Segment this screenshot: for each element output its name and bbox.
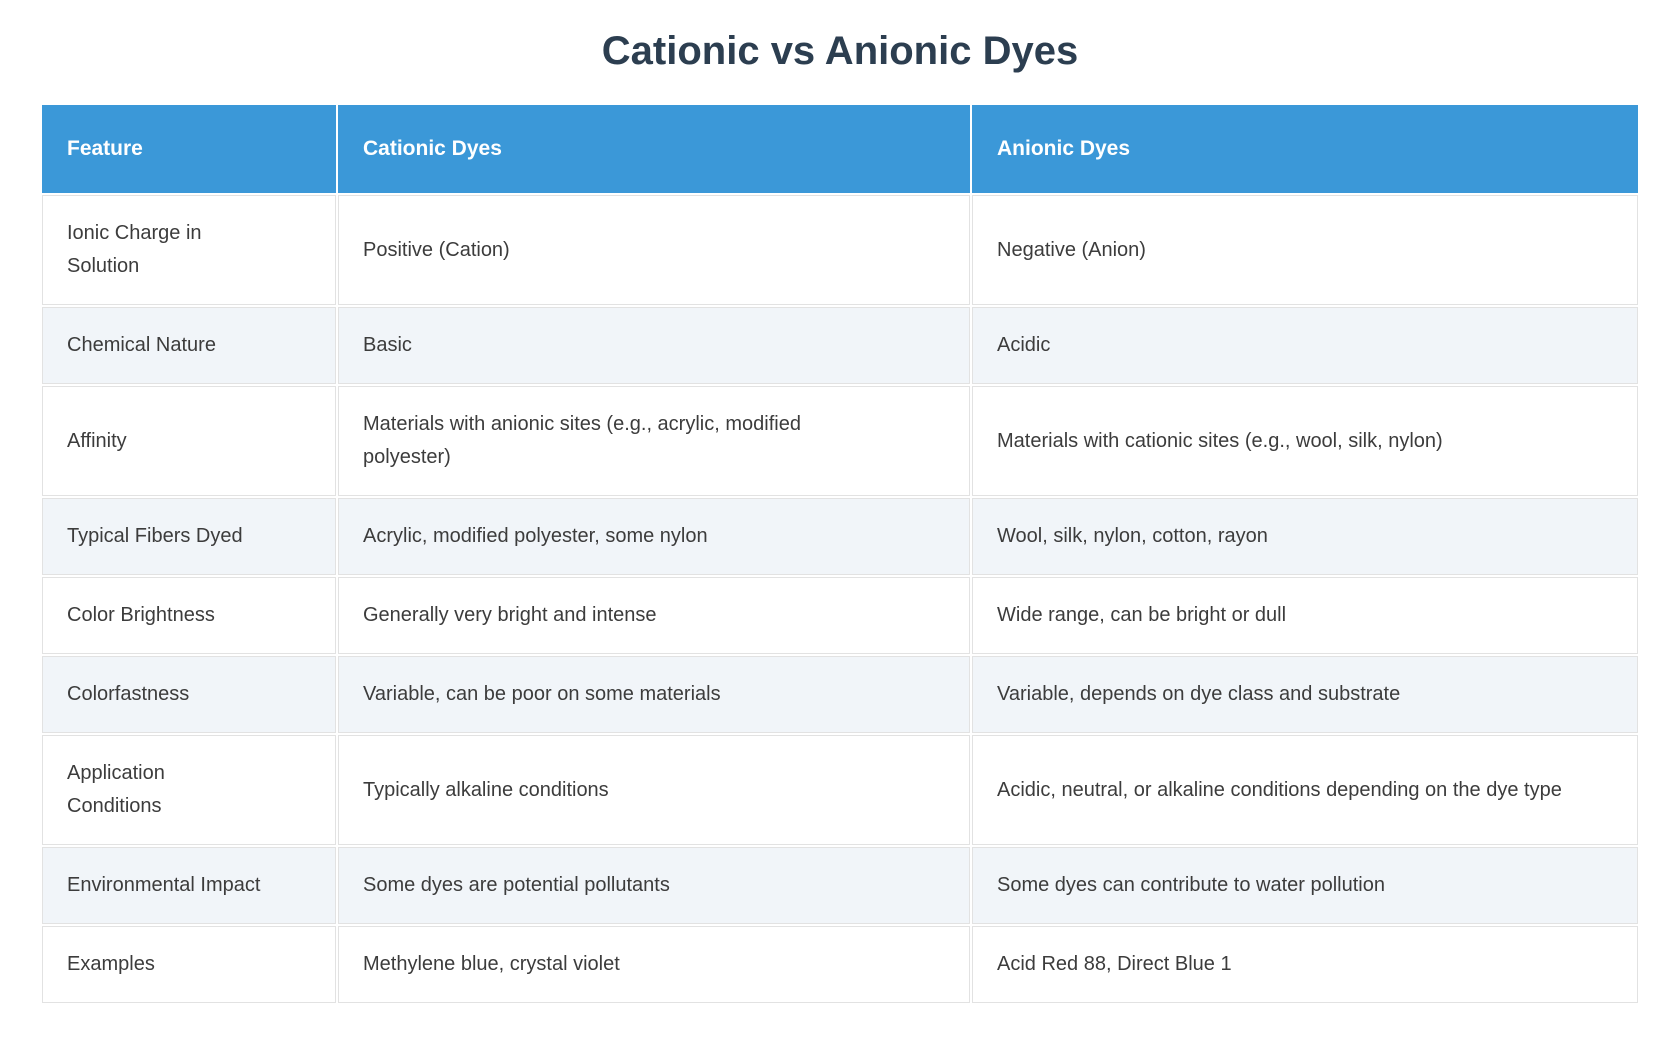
table-row bbox=[42, 498, 1638, 575]
table-row bbox=[42, 926, 1638, 1003]
feature-cell: Application Conditions bbox=[42, 735, 336, 845]
cationic-dyes-cell: Positive (Cation) bbox=[338, 195, 970, 305]
feature-cell: Color Brightness bbox=[42, 577, 336, 654]
table-row bbox=[42, 847, 1638, 924]
cationic-dyes-cell: Typically alkaline conditions bbox=[338, 735, 970, 845]
anionic-dyes-cell: Materials with cationic sites (e.g., wool, silk, nylon) bbox=[972, 386, 1638, 496]
page-title: Cationic vs Anionic Dyes bbox=[601, 29, 1079, 73]
column-header-anionic-dyes: Anionic Dyes bbox=[972, 105, 1638, 193]
cationic-dyes-cell: Basic bbox=[338, 307, 970, 384]
anionic-dyes-cell: Negative (Anion) bbox=[972, 195, 1638, 305]
feature-cell: Examples bbox=[42, 926, 336, 1003]
header-row bbox=[42, 105, 1638, 193]
comparison-table bbox=[40, 103, 1640, 1005]
cationic-dyes-cell: Variable, can be poor on some materials bbox=[338, 656, 970, 733]
table-row bbox=[42, 195, 1638, 305]
anionic-dyes-cell: Wool, silk, nylon, cotton, rayon bbox=[972, 498, 1638, 575]
table-row bbox=[42, 577, 1638, 654]
cationic-dyes-cell: Generally very bright and intense bbox=[338, 577, 970, 654]
anionic-dyes-cell: Acidic, neutral, or alkaline conditions depending on the dye type bbox=[972, 735, 1638, 845]
table-row bbox=[42, 307, 1638, 384]
table-row bbox=[42, 656, 1638, 733]
anionic-dyes-cell: Some dyes can contribute to water pollution bbox=[972, 847, 1638, 924]
feature-cell: Typical Fibers Dyed bbox=[42, 498, 336, 575]
feature-cell: Affinity bbox=[42, 386, 336, 496]
anionic-dyes-cell: Wide range, can be bright or dull bbox=[972, 577, 1638, 654]
table-row bbox=[42, 386, 1638, 496]
cationic-dyes-cell: Methylene blue, crystal violet bbox=[338, 926, 970, 1003]
column-header-cationic-dyes: Cationic Dyes bbox=[338, 105, 970, 193]
cationic-dyes-cell: Materials with anionic sites (e.g., acrylic, modified polyester) bbox=[338, 386, 970, 496]
anionic-dyes-cell: Acidic bbox=[972, 307, 1638, 384]
anionic-dyes-cell: Acid Red 88, Direct Blue 1 bbox=[972, 926, 1638, 1003]
cationic-dyes-cell: Some dyes are potential pollutants bbox=[338, 847, 970, 924]
table-row bbox=[42, 735, 1638, 845]
column-header-feature: Feature bbox=[42, 105, 336, 193]
feature-cell: Ionic Charge in Solution bbox=[42, 195, 336, 305]
feature-cell: Colorfastness bbox=[42, 656, 336, 733]
cationic-dyes-cell: Acrylic, modified polyester, some nylon bbox=[338, 498, 970, 575]
feature-cell: Environmental Impact bbox=[42, 847, 336, 924]
feature-cell: Chemical Nature bbox=[42, 307, 336, 384]
anionic-dyes-cell: Variable, depends on dye class and substrate bbox=[972, 656, 1638, 733]
